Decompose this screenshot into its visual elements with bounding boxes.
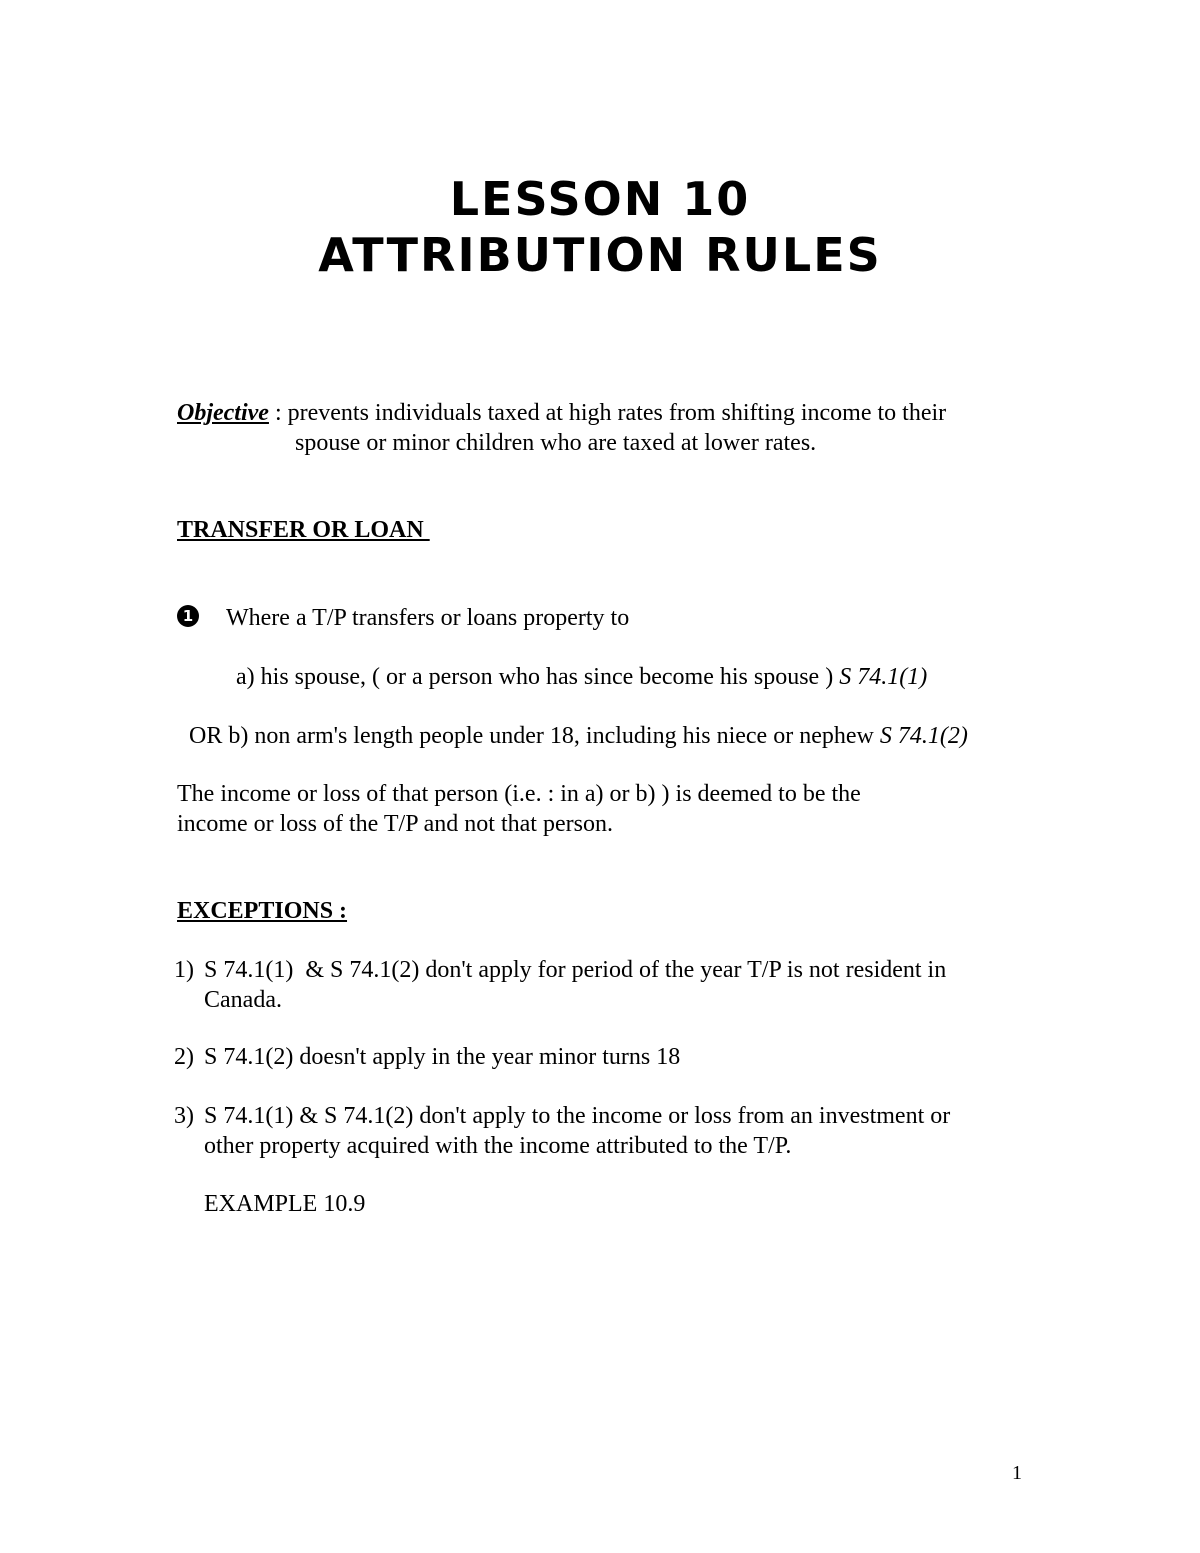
item-b-reference: S 74.1(2) bbox=[879, 723, 968, 749]
exception-1-line2: Canada. bbox=[204, 987, 282, 1013]
objective-text-1: prevents individuals taxed at high rates from shifting income to their bbox=[287, 400, 947, 426]
number-one-bullet-icon bbox=[177, 605, 199, 627]
bullet-number: 1 bbox=[182, 606, 194, 625]
transfer-item-a bbox=[236, 662, 927, 692]
objective-line1 bbox=[177, 398, 946, 428]
exception-2-line1: S 74.1(2) doesn't apply in the year minor turns 18 bbox=[204, 1044, 681, 1070]
objective-label: Objective bbox=[177, 400, 269, 426]
objective-text-2: spouse or minor children who are taxed at lower rates. bbox=[295, 430, 817, 456]
exception-3-number: 3) bbox=[174, 1103, 194, 1129]
exception-1-line1: S 74.1(1) & S 74.1(2) don't apply for period of the year T/P is not resident in bbox=[204, 957, 947, 983]
transfer-item-b bbox=[189, 721, 968, 751]
transfer-heading: TRANSFER OR LOAN bbox=[177, 517, 430, 543]
page-number: 1 bbox=[1012, 1462, 1022, 1484]
objective-separator: : bbox=[268, 400, 288, 426]
example-reference: EXAMPLE 10.9 bbox=[204, 1191, 366, 1217]
exception-2-number: 2) bbox=[174, 1044, 194, 1070]
transfer-intro: Where a T/P transfers or loans property to bbox=[226, 605, 630, 631]
item-b-text: OR b) non arm's length people under 18, including his niece or nephew bbox=[189, 723, 880, 749]
exception-3-line1: S 74.1(1) & S 74.1(2) don't apply to the income or loss from an investment or bbox=[204, 1103, 951, 1129]
page-title-line2: ATTRIBUTION RULES bbox=[318, 228, 882, 282]
item-a-text: a) his spouse, ( or a person who has since become his spouse ) bbox=[236, 664, 840, 690]
transfer-result-line2: income or loss of the T/P and not that person. bbox=[177, 811, 613, 837]
exception-3-line2: other property acquired with the income attributed to the T/P. bbox=[204, 1133, 792, 1159]
transfer-result-line1: The income or loss of that person (i.e. : in a) or b) ) is deemed to be the bbox=[177, 781, 861, 807]
item-a-reference: S 74.1(1) bbox=[839, 664, 928, 690]
exception-1-number: 1) bbox=[174, 957, 194, 983]
exceptions-heading: EXCEPTIONS : bbox=[177, 898, 348, 924]
page-title-line1: LESSON 10 bbox=[449, 172, 751, 226]
